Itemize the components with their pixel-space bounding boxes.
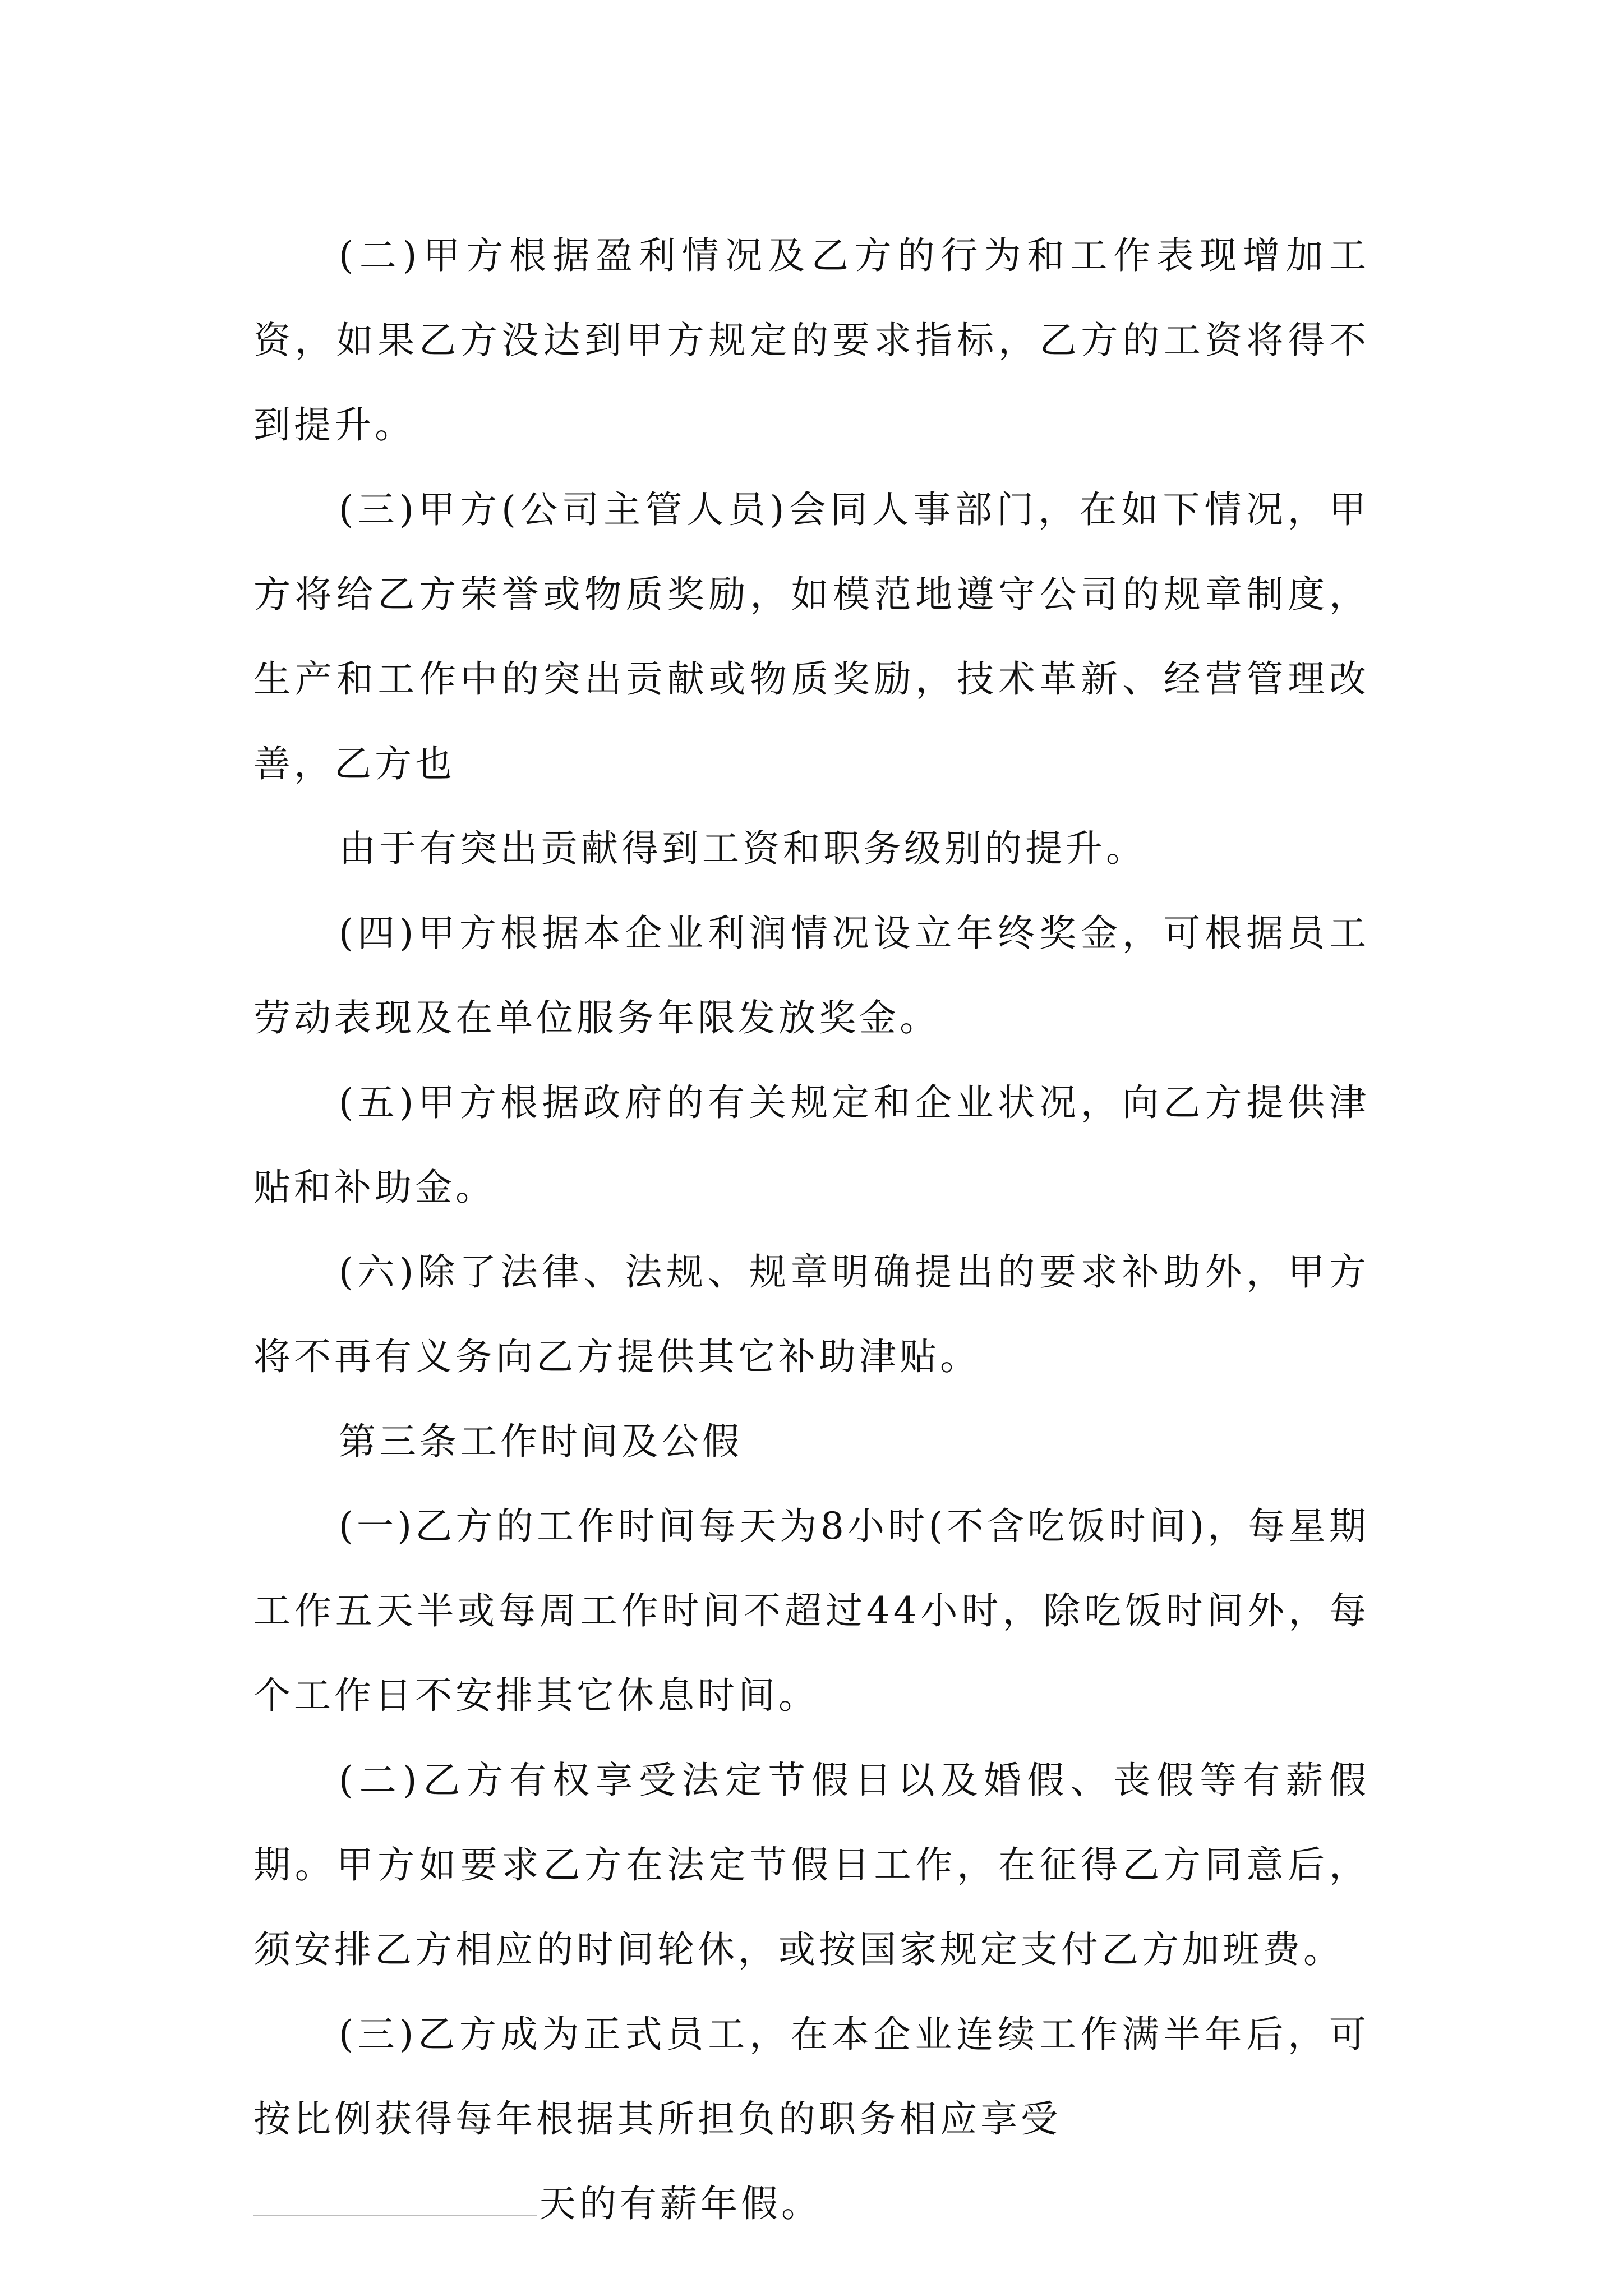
- annual-leave-days-blank: [253, 2170, 537, 2216]
- paragraph-statutory-holidays: (二)乙方有权享受法定节假日以及婚假、丧假等有薪假期。甲方如要求乙方在法定节假日工作，在征得乙方同意后，须安排乙方相应的时间轮休，或按国家规定支付乙方加班费。: [253, 1759, 1370, 1971]
- paragraph-working-hours: (一)乙方的工作时间每天为8小时(不含吃饭时间)，每星期工作五天半或每周工作时间不超过44小时，除吃饭时间外，每个工作日不安排其它休息时间。: [253, 1504, 1370, 1717]
- paragraph-annual-leave: (三)乙方成为正式员工，在本企业连续工作满半年后，可按比例获得每年根据其所担负的职务相应享受: [253, 2013, 1370, 2141]
- paragraph-salary-increase: (二)甲方根据盈利情况及乙方的行为和工作表现增加工资，如果乙方没达到甲方规定的要求指标，乙方的工资将得不到提升。: [253, 234, 1370, 447]
- paragraph-rewards-continued: 由于有突出贡献得到工资和职务级别的提升。: [339, 827, 1146, 870]
- annual-leave-suffix: 天的有薪年假。: [539, 2182, 822, 2225]
- paragraph-no-other-subsidy: (六)除了法律、法规、规章明确提出的要求补助外，甲方将不再有义务向乙方提供其它补助津贴。: [253, 1250, 1370, 1378]
- document-body: [253, 213, 1370, 2246]
- paragraph-allowances: (五)甲方根据政府的有关规定和企业状况，向乙方提供津贴和补助金。: [253, 1081, 1370, 1209]
- section-heading-working-hours: 第三条工作时间及公假: [339, 1420, 743, 1463]
- annual-leave-line: [253, 2161, 1370, 2246]
- paragraph-rewards: (三)甲方(公司主管人员)会同人事部门，在如下情况，甲方将给乙方荣誉或物质奖励，如模范地遵守公司的规章制度，生产和工作中的突出贡献或物质奖励，技术革新、经营管理改善，乙方也: [253, 488, 1370, 785]
- paragraph-year-end-bonus: (四)甲方根据本企业利润情况设立年终奖金，可根据员工劳动表现及在单位服务年限发放奖金。: [253, 912, 1370, 1039]
